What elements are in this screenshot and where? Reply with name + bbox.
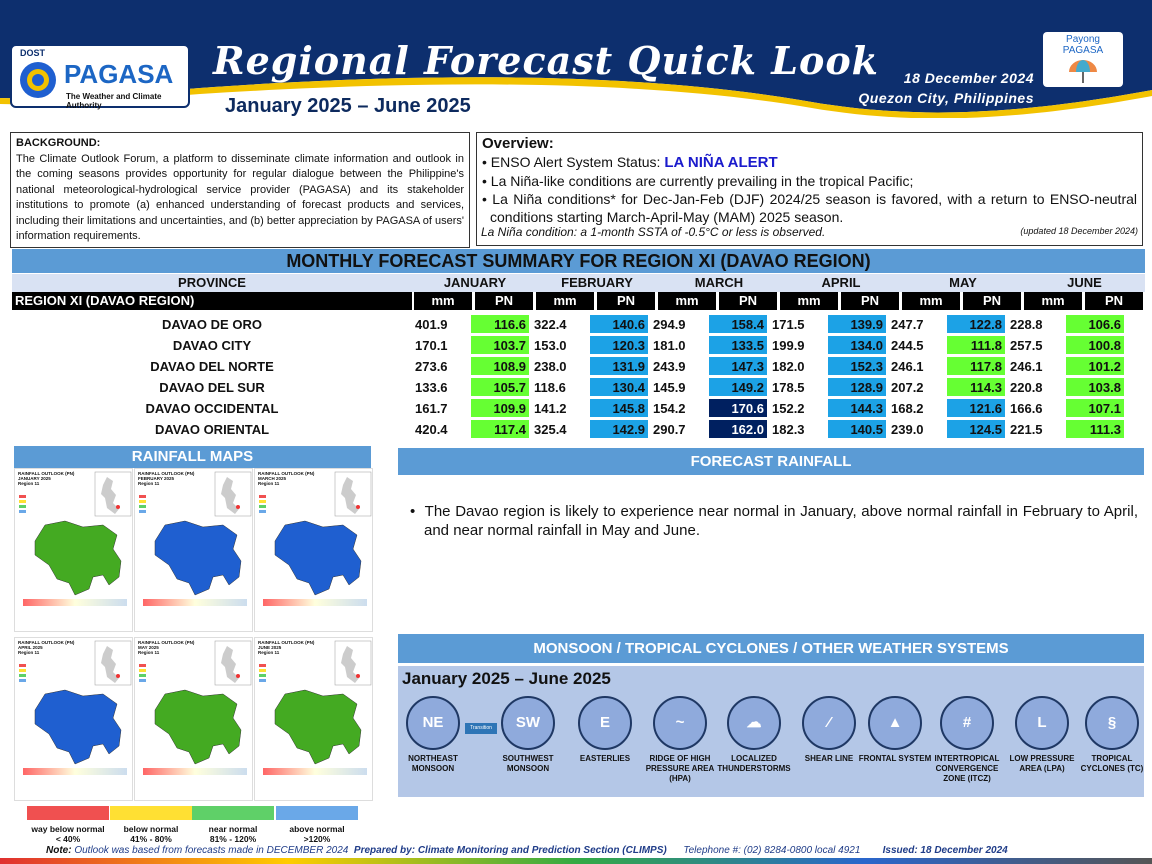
footer-color-strip xyxy=(0,858,1152,864)
rainfall-mm-cell: 207.2 xyxy=(891,379,924,395)
unit-pn: PN xyxy=(963,292,1021,310)
logo-name: PAGASA xyxy=(64,59,174,89)
percent-normal-cell: 106.6 xyxy=(1066,315,1124,333)
rainfall-mm-cell: 153.0 xyxy=(534,337,567,353)
percent-normal-cell: 117.8 xyxy=(947,357,1005,375)
weather-system-label: LOW PRESSURE AREA (LPA) xyxy=(1009,754,1075,773)
rainfall-mm-cell: 273.6 xyxy=(415,358,448,374)
rainfall-mm-cell: 322.4 xyxy=(534,316,567,332)
logo-tagline: The Weather and Climate Authority xyxy=(66,92,162,110)
weather-system-icon: NE xyxy=(406,696,460,750)
percent-normal-cell: 116.6 xyxy=(471,315,529,333)
weather-system xyxy=(1070,696,1152,774)
table-row xyxy=(14,399,1124,417)
region-header-row xyxy=(12,292,1145,310)
issue-place: Quezon City, Philippines xyxy=(858,90,1034,106)
rainfall-mm-cell: 181.0 xyxy=(653,337,686,353)
province-name: DAVAO DE ORO xyxy=(14,315,410,333)
percent-normal-cell: 109.9 xyxy=(471,399,529,417)
rainfall-mm-cell: 220.8 xyxy=(1010,379,1043,395)
la-nina-note: La Niña condition: a 1-month SSTA of -0.5°C or less is observed. xyxy=(481,225,826,239)
region-map-shape xyxy=(135,469,253,632)
percent-normal-cell: 108.9 xyxy=(471,357,529,375)
forecast-period: January 2025 – June 2025 xyxy=(225,95,471,117)
weather-system-icon: ▲ xyxy=(868,696,922,750)
map-month: JUNE 2025 xyxy=(258,645,282,650)
rainfall-mm-cell: 243.9 xyxy=(653,358,686,374)
weather-system-label: SOUTHWEST MONSOON xyxy=(502,754,554,773)
rainfall-mm-cell: 244.5 xyxy=(891,337,924,353)
header-date-block xyxy=(858,68,1034,108)
weather-system-label: NORTHEAST MONSOON xyxy=(408,754,458,773)
percent-normal-cell: 144.3 xyxy=(828,399,886,417)
overview-bullet-2: • La Niña-like conditions are currently prevailing in the tropical Pacific; xyxy=(482,173,914,189)
rainfall-mm-cell: 133.6 xyxy=(415,379,448,395)
region-map-shape xyxy=(15,638,133,801)
region-map-shape xyxy=(255,638,373,801)
payong-pagasa-logo xyxy=(1043,32,1123,87)
table-row xyxy=(14,420,1124,438)
footer-issued: Issued: 18 December 2024 xyxy=(882,845,1008,856)
region-label: REGION XI (DAVAO REGION) xyxy=(12,292,412,310)
rainfall-mm-cell: 246.1 xyxy=(891,358,924,374)
rainfall-map xyxy=(254,637,373,801)
transition-arrow: Transition xyxy=(465,723,497,734)
weather-system-icon: ~ xyxy=(653,696,707,750)
province-name: DAVAO DEL NORTE xyxy=(14,357,410,375)
overview-bullet-3: • La Niña conditions* for Dec-Jan-Feb (DJF) 2024/25 season is favored, with a return to ENSO-neutral conditions starting March-April-May (MAM) 2025 season. xyxy=(482,191,1138,225)
forecast-rainfall-text: • The Davao region is likely to experience near normal in January, above normal rainfall in February to April, and near normal rainfall in May and June. xyxy=(410,503,1138,539)
map-region: Region 11 xyxy=(138,650,160,655)
unit-mm: mm xyxy=(414,292,472,310)
map-month: FEBRUARY 2025 xyxy=(138,476,175,481)
region-map-shape xyxy=(15,469,133,632)
weather-system xyxy=(712,696,796,774)
weather-system-label: TROPICAL CYCLONES (TC) xyxy=(1080,754,1144,773)
legend-range: < 40% xyxy=(55,834,81,844)
rainfall-mm-cell: 168.2 xyxy=(891,400,924,416)
unit-mm: mm xyxy=(536,292,594,310)
month-header: FEBRUARY xyxy=(561,275,633,290)
percent-normal-cell: 145.8 xyxy=(590,399,648,417)
rainfall-mm-cell: 325.4 xyxy=(534,421,567,437)
map-caption-line: RAINFALL OUTLOOK (PN) xyxy=(258,640,315,645)
percent-normal-cell: 117.4 xyxy=(471,420,529,438)
percent-normal-cell: 101.2 xyxy=(1066,357,1124,375)
rainfall-mm-cell: 420.4 xyxy=(415,421,448,437)
map-month: APRIL 2025 xyxy=(18,645,43,650)
percent-normal-cell: 142.9 xyxy=(590,420,648,438)
unit-mm: mm xyxy=(780,292,838,310)
weather-system-icon: E xyxy=(578,696,632,750)
overview-bullet-enso: • ENSO Alert System Status: LA NIÑA ALERT xyxy=(482,154,778,171)
map-caption-line: RAINFALL OUTLOOK (PN) xyxy=(138,471,195,476)
footer-phone: Telephone #: (02) 8284-0800 local 4921 xyxy=(683,845,861,856)
map-region: Region 11 xyxy=(138,481,160,486)
legend-category: near normal xyxy=(208,824,258,834)
legend-swatch xyxy=(276,806,358,820)
percent-normal-cell: 140.6 xyxy=(590,315,648,333)
legend-category: above normal xyxy=(289,824,345,834)
rainfall-mm-cell: 118.6 xyxy=(534,379,566,395)
forecast-rainfall-body: The Davao region is likely to experience near normal in January, above normal rainfall in February to April, and near normal rainfall in May and June. xyxy=(424,503,1138,539)
updated-note: (updated 18 December 2024) xyxy=(1020,226,1138,236)
rainfall-mm-cell: 239.0 xyxy=(891,421,924,437)
percent-normal-cell: 139.9 xyxy=(828,315,886,333)
weather-system-label: SHEAR LINE xyxy=(804,754,854,763)
weather-system-label: INTERTROPICAL CONVERGENCE ZONE (ITCZ) xyxy=(934,754,1000,783)
weather-system xyxy=(925,696,1009,784)
month-header: JUNE xyxy=(1067,275,1102,290)
rainfall-mm-cell: 145.9 xyxy=(653,379,686,395)
rainfall-mm-cell: 221.5 xyxy=(1010,421,1043,437)
rainfall-map xyxy=(134,468,253,632)
unit-pn: PN xyxy=(475,292,533,310)
rainfall-mm-cell: 166.6 xyxy=(1010,400,1043,416)
footer-prepared: Prepared by: Climate Monitoring and Prediction Section (CLIMPS) xyxy=(353,845,667,856)
pagasa-logo xyxy=(10,44,190,108)
percent-normal-cell: 114.3 xyxy=(947,378,1005,396)
weather-system-icon: L xyxy=(1015,696,1069,750)
map-month: MAY 2025 xyxy=(138,645,159,650)
percent-normal-cell: 107.1 xyxy=(1066,399,1124,417)
province-name: DAVAO OCCIDENTAL xyxy=(14,399,410,417)
unit-pn: PN xyxy=(719,292,777,310)
enso-status: LA NIÑA ALERT xyxy=(664,154,778,171)
legend-swatch xyxy=(110,806,192,820)
percent-normal-cell: 100.8 xyxy=(1066,336,1124,354)
percent-normal-cell: 105.7 xyxy=(471,378,529,396)
page-title: Regional Forecast Quick Look xyxy=(213,38,880,83)
map-region: Region 11 xyxy=(18,650,40,655)
percent-normal-cell: 130.4 xyxy=(590,378,648,396)
map-caption-line: RAINFALL OUTLOOK (PN) xyxy=(18,471,75,476)
background-heading: BACKGROUND: xyxy=(16,137,101,149)
percent-normal-cell: 149.2 xyxy=(709,378,767,396)
map-region: Region 11 xyxy=(258,481,280,486)
weather-system-icon: SW xyxy=(501,696,555,750)
payong-line1: Payong xyxy=(1066,34,1100,45)
unit-mm: mm xyxy=(658,292,716,310)
rainfall-mm-cell: 228.8 xyxy=(1010,316,1043,332)
table-title: MONTHLY FORECAST SUMMARY FOR REGION XI (DAVAO REGION) xyxy=(12,249,1145,273)
legend-swatch xyxy=(27,806,109,820)
map-month: MARCH 2025 xyxy=(258,476,287,481)
percent-normal-cell: 170.6 xyxy=(709,399,767,417)
rainfall-mm-cell: 182.0 xyxy=(772,358,805,374)
rainfall-map xyxy=(14,468,133,632)
table-row xyxy=(14,357,1124,375)
percent-normal-cell: 140.5 xyxy=(828,420,886,438)
unit-pn: PN xyxy=(597,292,655,310)
weather-system-icon: # xyxy=(940,696,994,750)
table-header xyxy=(12,274,1145,292)
legend-range: >120% xyxy=(303,834,331,844)
issue-date: 18 December 2024 xyxy=(903,70,1034,86)
weather-system-icon: ⁄ xyxy=(802,696,856,750)
weather-system-icon: ☁ xyxy=(727,696,781,750)
rainfall-mm-cell: 161.7 xyxy=(415,400,448,416)
rainfall-maps-title: RAINFALL MAPS xyxy=(14,446,371,468)
province-header: PROVINCE xyxy=(178,275,246,290)
percent-normal-cell: 147.3 xyxy=(709,357,767,375)
rainfall-mm-cell: 182.3 xyxy=(772,421,805,437)
region-map-shape xyxy=(255,469,373,632)
province-name: DAVAO CITY xyxy=(14,336,410,354)
percent-normal-cell: 158.4 xyxy=(709,315,767,333)
map-caption-line: RAINFALL OUTLOOK (PN) xyxy=(18,640,75,645)
rainfall-mm-cell: 141.2 xyxy=(534,400,567,416)
rainfall-mm-cell: 152.2 xyxy=(772,400,805,416)
overview-bullet-2-text: La Niña-like conditions are currently prevailing in the tropical Pacific; xyxy=(490,173,914,189)
rainfall-map xyxy=(14,637,133,801)
rainfall-mm-cell: 199.9 xyxy=(772,337,805,353)
unit-mm: mm xyxy=(902,292,960,310)
month-header: JANUARY xyxy=(443,275,507,290)
rainfall-mm-cell: 170.1 xyxy=(415,337,448,353)
percent-normal-cell: 152.3 xyxy=(828,357,886,375)
rainfall-map xyxy=(254,468,373,632)
rainfall-mm-cell: 171.5 xyxy=(772,316,805,332)
overview-bullet-3-text: La Niña conditions* for Dec-Jan-Feb (DJF) 2024/25 season is favored, with a return to ENSO-neutral conditions starting March-April-May (MAM) 2025 season. xyxy=(490,191,1138,225)
percent-normal-cell: 128.9 xyxy=(828,378,886,396)
rainfall-mm-cell: 238.0 xyxy=(534,358,567,374)
background-text: The Climate Outlook Forum, a platform to disseminate climate information and outlook in the coming seasons provides opportunity for regular dialogue between the Philippine's national meteorological-hydrological service provider (PAGASA) and its stakeholder institutions to promote (a) enhanced understanding of forecast products and services, including their limitations and uncertainties, and (b) better appreciation by PAGASA of users' information requirements. xyxy=(16,152,464,242)
percent-normal-cell: 121.6 xyxy=(947,399,1005,417)
legend-category: below normal xyxy=(123,824,179,834)
rainfall-map xyxy=(134,637,253,801)
unit-pn: PN xyxy=(841,292,899,310)
rainfall-mm-cell: 178.5 xyxy=(772,379,805,395)
monsoon-title: MONSOON / TROPICAL CYCLONES / OTHER WEATHER SYSTEMS xyxy=(398,634,1144,663)
rainfall-mm-cell: 247.7 xyxy=(891,316,924,332)
weather-system xyxy=(391,696,475,774)
legend-range: 41% - 80% xyxy=(130,834,172,844)
rainfall-mm-cell: 257.5 xyxy=(1010,337,1043,353)
background-box xyxy=(10,132,470,248)
weather-system-label: LOCALIZED THUNDERSTORMS xyxy=(717,754,791,773)
table-row xyxy=(14,315,1124,333)
percent-normal-cell: 103.8 xyxy=(1066,378,1124,396)
map-region: Region 11 xyxy=(258,650,280,655)
overview-box xyxy=(476,132,1143,246)
province-name: DAVAO ORIENTAL xyxy=(14,420,410,438)
unit-mm: mm xyxy=(1024,292,1082,310)
rainfall-mm-cell: 246.1 xyxy=(1010,358,1043,374)
forecast-table xyxy=(12,312,1126,441)
rainfall-mm-cell: 401.9 xyxy=(415,316,448,332)
payong-line2: PAGASA xyxy=(1062,45,1104,56)
unit-pn: PN xyxy=(1085,292,1143,310)
map-region: Region 11 xyxy=(18,481,40,486)
percent-normal-cell: 103.7 xyxy=(471,336,529,354)
percent-normal-cell: 111.3 xyxy=(1066,420,1124,438)
percent-normal-cell: 111.8 xyxy=(947,336,1005,354)
pagasa-seal-icon xyxy=(18,60,58,100)
enso-label: ENSO Alert System Status: xyxy=(490,154,665,170)
percent-normal-cell: 120.3 xyxy=(590,336,648,354)
rainfall-mm-cell: 154.2 xyxy=(653,400,686,416)
map-caption-line: RAINFALL OUTLOOK (PN) xyxy=(138,640,195,645)
weather-system-label: FRONTAL SYSTEM xyxy=(858,754,932,763)
rainfall-mm-cell: 294.9 xyxy=(653,316,686,332)
weather-system-icon: § xyxy=(1085,696,1139,750)
legend-category: way below normal xyxy=(31,824,105,834)
footer-note: Outlook was based from forecasts made in DECEMBER 2024 xyxy=(71,845,349,856)
monsoon-period: January 2025 – June 2025 xyxy=(402,669,611,688)
footer xyxy=(46,845,1146,856)
percent-normal-cell: 133.5 xyxy=(709,336,767,354)
legend-swatch xyxy=(192,806,274,820)
dost-label: DOST xyxy=(20,48,46,58)
weather-system xyxy=(563,696,647,764)
umbrella-icon xyxy=(1043,56,1123,86)
weather-system-label: RIDGE OF HIGH PRESSURE AREA (HPA) xyxy=(645,754,715,783)
month-header: APRIL xyxy=(821,275,861,290)
table-row xyxy=(14,378,1124,396)
percent-normal-cell: 134.0 xyxy=(828,336,886,354)
percent-normal-cell: 131.9 xyxy=(590,357,648,375)
footer-note-label: Note: xyxy=(46,845,72,856)
weather-system xyxy=(486,696,570,774)
region-map-shape xyxy=(135,638,253,801)
month-header: MAY xyxy=(949,275,977,290)
percent-normal-cell: 122.8 xyxy=(947,315,1005,333)
weather-system xyxy=(638,696,722,784)
legend-label xyxy=(262,824,372,844)
rainfall-mm-cell: 290.7 xyxy=(653,421,686,437)
map-caption-line: RAINFALL OUTLOOK (PN) xyxy=(258,471,315,476)
percent-normal-cell: 162.0 xyxy=(709,420,767,438)
overview-heading: Overview: xyxy=(482,135,554,152)
map-month: JANUARY 2025 xyxy=(18,476,51,481)
table-row xyxy=(14,336,1124,354)
weather-system-label: EASTERLIES xyxy=(579,754,631,763)
legend-range: 81% - 120% xyxy=(209,834,257,844)
forecast-rainfall-title: FORECAST RAINFALL xyxy=(398,448,1144,475)
percent-normal-cell: 124.5 xyxy=(947,420,1005,438)
province-name: DAVAO DEL SUR xyxy=(14,378,410,396)
month-header: MARCH xyxy=(694,275,744,290)
